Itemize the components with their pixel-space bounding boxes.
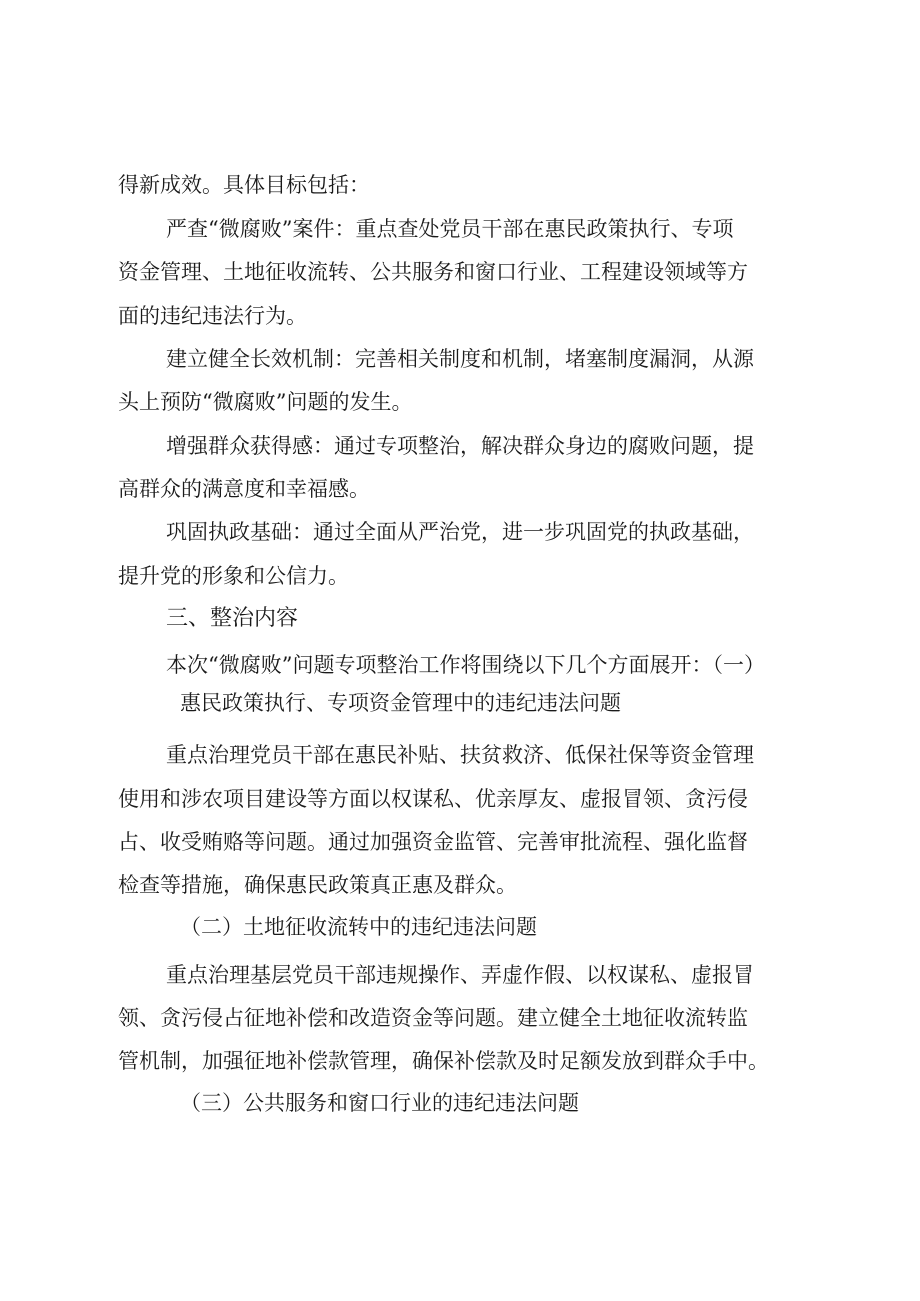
- goal-4-line-2: 提升党的形象和公信力。: [118, 564, 349, 588]
- text-line: 得新成效。具体目标包括：: [118, 173, 370, 197]
- sub-1-line-1: 重点治理党员干部在惠民补贴、扶贫救济、低保社保等资金管理: [166, 743, 754, 767]
- sub-2-line-3: 管机制，加强征地补偿款管理，确保补偿款及时足额发放到群众手中。: [118, 1049, 769, 1073]
- sub-2-line-1: 重点治理基层党员干部违规操作、弄虚作假、以权谋私、虚报冒: [166, 963, 754, 987]
- goal-1-line-3: 面的违纪违法行为。: [118, 304, 307, 328]
- subsection-1-title: 惠民政策执行、专项资金管理中的违纪违法问题: [180, 691, 621, 715]
- goal-3-line-2: 高群众的满意度和幸福感。: [118, 477, 370, 501]
- goal-2-line-2: 头上预防“微腐败”问题的发生。: [118, 390, 413, 414]
- sub-2-line-2: 领、贪污侵占征地补偿和改造资金等问题。建立健全土地征收流转监: [118, 1006, 748, 1030]
- goal-3-line-1: 增强群众获得感：通过专项整治，解决群众身边的腐败问题，提: [166, 434, 754, 458]
- subsection-2-title: （二）土地征收流转中的违纪违法问题: [180, 915, 537, 939]
- section-heading: 三、整治内容: [166, 606, 299, 631]
- intro-line-1: 本次“微腐败”问题专项整治工作将围绕以下几个方面展开：（一）: [166, 653, 765, 677]
- subsection-3-title: （三）公共服务和窗口行业的违纪违法问题: [180, 1091, 579, 1115]
- sub-1-line-3: 占、收受贿赂等问题。通过加强资金监管、完善审批流程、强化监督: [118, 830, 748, 854]
- goal-1-line-1: 严查“微腐败”案件：重点查处党员干部在惠民政策执行、专项: [166, 217, 734, 241]
- goal-4-line-1: 巩固执政基础：通过全面从严治党，进一步巩固党的执政基础，: [166, 520, 754, 544]
- sub-1-line-4: 检查等措施，确保惠民政策真正惠及群众。: [118, 873, 517, 897]
- goal-2-line-1: 建立健全长效机制：完善相关制度和机制，堵塞制度漏洞，从源: [166, 347, 754, 371]
- goal-1-line-2: 资金管理、土地征收流转、公共服务和窗口行业、工程建设领域等方: [118, 260, 748, 284]
- sub-1-line-2: 使用和涉农项目建设等方面以权谋私、优亲厚友、虚报冒领、贪污侵: [118, 787, 748, 811]
